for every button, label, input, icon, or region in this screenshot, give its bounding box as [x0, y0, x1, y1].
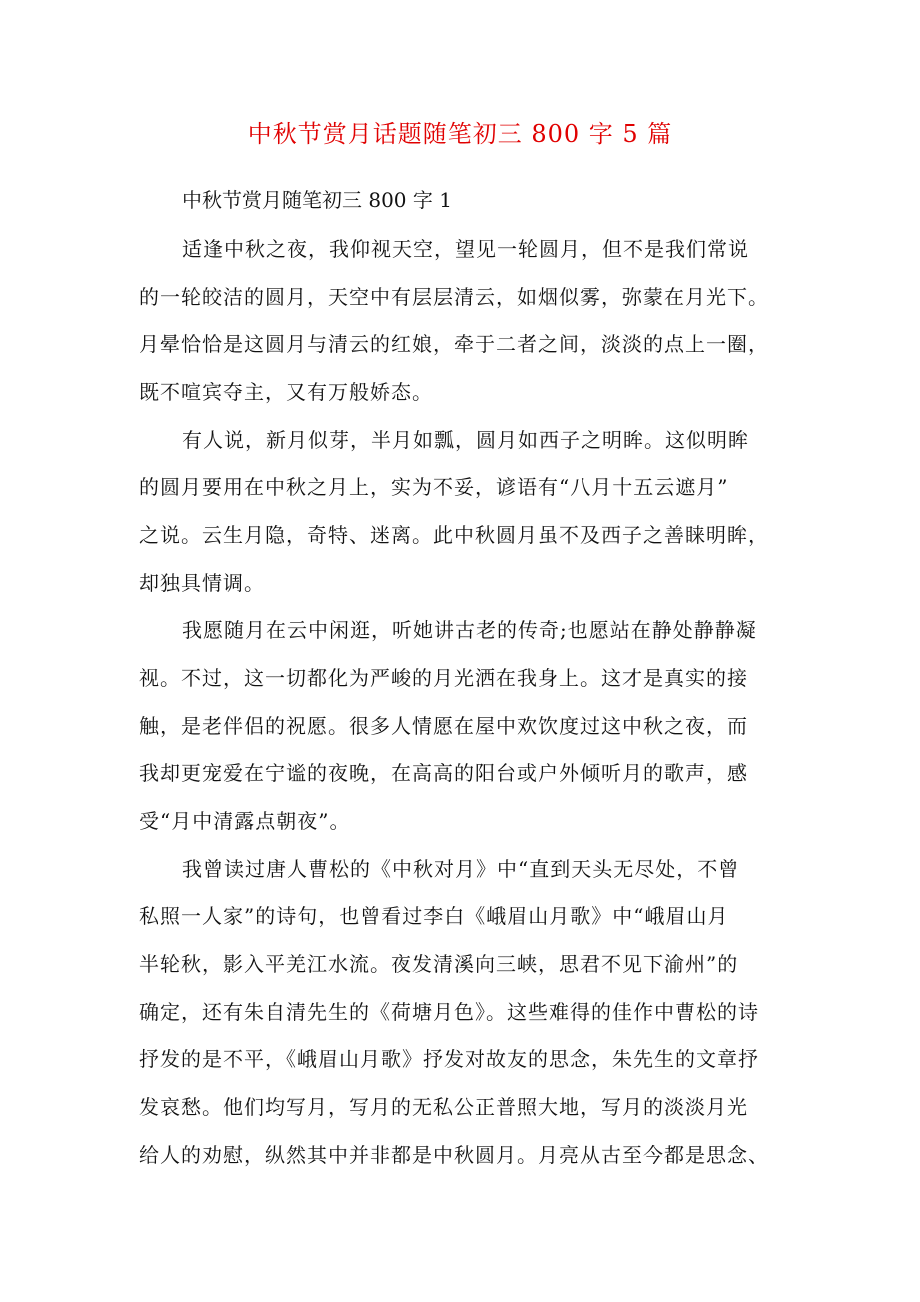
paragraph-line: 我愿随月在云中闲逛，听她讲古老的传奇;也愿站在静处静静凝 [182, 618, 757, 642]
paragraph-line: 既不喧宾夺主，又有万般娇态。 [139, 380, 433, 404]
paragraph-line: 的圆月要用在中秋之月上，实为不妥，谚语有“八月十五云遮月” [139, 475, 729, 499]
paragraph-line: 的一轮皎洁的圆月，天空中有层层清云，如烟似雾，弥蒙在月光下。 [139, 285, 769, 309]
paragraph-line: 确定，还有朱自清先生的《荷塘月色》。这些难得的佳作中曹松的诗 [139, 1000, 759, 1024]
document-title: 中秋节赏月话题随笔初三 800 字 5 篇 [247, 120, 673, 148]
paragraph-line: 受“月中清露点朝夜”。 [139, 809, 351, 833]
paragraph-line: 抒发的是不平，《峨眉山月歌》抒发对故友的思念，朱先生的文章抒 [139, 1047, 759, 1071]
paragraph-line: 我却更宠爱在宁谧的夜晚，在高高的阳台或户外倾听月的歌声，感 [139, 761, 748, 785]
paragraph-line: 有人说，新月似芽，半月如瓢，圆月如西子之明眸。这似明眸 [182, 428, 749, 452]
paragraph-line: 触，是老伴侣的祝愿。很多人情愿在屋中欢饮度过这中秋之夜，而 [139, 714, 748, 738]
paragraph-line: 视。不过，这一切都化为严峻的月光洒在我身上。这才是真实的接 [139, 666, 748, 690]
paragraph-line: 发哀愁。他们均写月，写月的无私公正普照大地，写月的淡淡月光 [139, 1095, 748, 1119]
section-heading: 中秋节赏月随笔初三 800 字 1 [182, 188, 452, 212]
paragraph-line: 月晕恰恰是这圆月与清云的红娘，牵于二者之间，淡淡的点上一圈， [139, 332, 769, 356]
paragraph-line: 半轮秋，影入平羌江水流。夜发清溪向三峡，思君不见下渝州”的 [139, 952, 739, 976]
paragraph-line: 私照一人家”的诗句，也曾看过李白《峨眉山月歌》中“峨眉山月 [139, 904, 729, 928]
paragraph-line: 给人的劝慰，纵然其中并非都是中秋圆月。月亮从古至今都是思念、 [139, 1143, 769, 1167]
paragraph-line: 我曾读过唐人曹松的《中秋对月》中“直到天头无尽处，不曾 [182, 857, 740, 881]
paragraph-line: 却独具情调。 [139, 571, 265, 595]
paragraph-line: 适逢中秋之夜，我仰视天空，望见一轮圆月，但不是我们常说 [182, 237, 749, 261]
paragraph-line: 之说。云生月隐，奇特、迷离。此中秋圆月虽不及西子之善睐明眸， [139, 523, 769, 547]
